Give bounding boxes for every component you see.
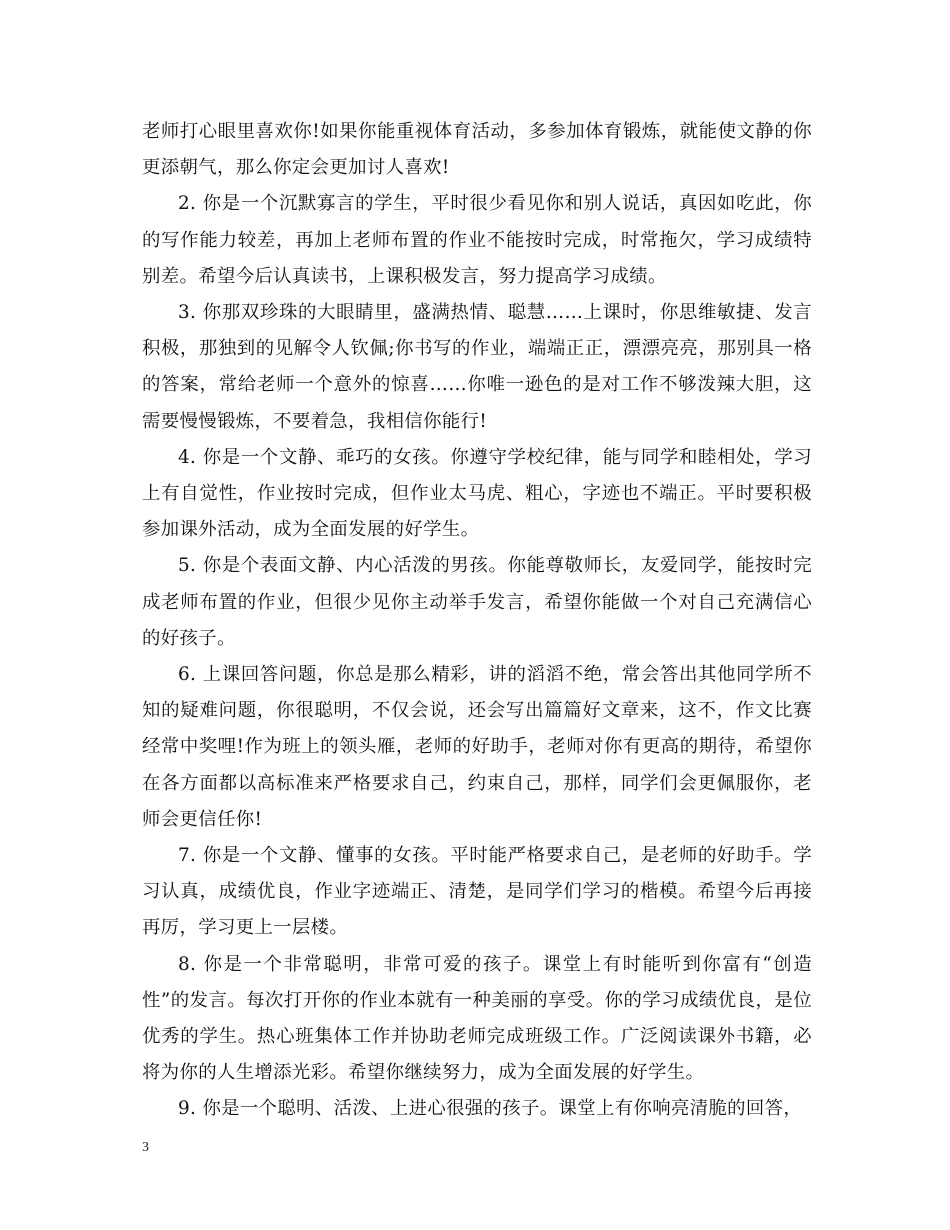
comment-paragraph-8: 8. 你是一个非常聪明，非常可爱的孩子。课堂上有时能听到你富有“创造性”的发言。每次打开你的作业本就有一种美丽的享受。你的学习成绩优良，是位优秀的学生。热心班集体工作并协助老师完成班级工作。广泛阅读课外书籍，必将为你的人生增添光彩。希望你继续努力，成为全面发展的好学生。 <box>142 953 812 1084</box>
comment-paragraph-3: 3. 你那双珍珠的大眼睛里，盛满热情、聪慧……上课时，你思维敏捷、发言积极，那独到的见解令人钦佩;你书写的作业，端端正正，漂漂亮亮，那别具一格的答案，常给老师一个意外的惊喜……你唯一逊色的是对工作不够泼辣大胆，这需要慢慢锻炼，不要着急，我相信你能行! <box>142 302 812 432</box>
page-number: 3 <box>142 1140 149 1155</box>
comment-paragraph-6: 6. 上课回答问题，你总是那么精彩，讲的滔滔不绝，常会答出其他同学所不知的疑难问题，你很聪明，不仅会说，还会写出篇篇好文章来，这不，作文比赛经常中奖哩!作为班上的领头雁，老师的好助手，老师对你有更高的期待，希望你在各方面都以高标准来严格要求自己，约束自己，那样，同学们会更佩服你，老师会更信任你! <box>142 664 812 830</box>
comment-paragraph-9: 9. 你是一个聪明、活泼、上进心很强的孩子。课堂上有你响亮清脆的回答， <box>178 1098 803 1120</box>
document-body <box>142 114 812 1128</box>
paragraph-continued: 老师打心眼里喜欢你!如果你能重视体育活动，多参加体育锻炼，就能使文静的你更添朝气，那么你定会更加讨人喜欢! <box>142 121 812 179</box>
comment-paragraph-7: 7. 你是一个文静、懂事的女孩。平时能严格要求自己，是老师的好助手。学习认真，成绩优良，作业字迹端正、清楚，是同学们学习的楷模。希望今后再接再厉，学习更上一层楼。 <box>142 845 812 939</box>
comment-paragraph-4: 4. 你是一个文静、乖巧的女孩。你遵守学校纪律，能与同学和睦相处，学习上有自觉性，作业按时完成，但作业太马虎、粗心，字迹也不端正。平时要积极参加课外活动，成为全面发展的好学生。 <box>142 446 812 541</box>
comment-paragraph-2: 2. 你是一个沉默寡言的学生，平时很少看见你和别人说话，真因如吃此，你的写作能力较差，再加上老师布置的作业不能按时完成，时常拖欠，学习成绩特别差。希望今后认真读书，上课积极发言，努力提高学习成绩。 <box>142 193 812 287</box>
comment-paragraph-5: 5. 你是个表面文静、内心活泼的男孩。你能尊敬师长，友爱同学，能按时完成老师布置的作业，但很少见你主动举手发言，希望你能做一个对自己充满信心的好孩子。 <box>142 555 812 649</box>
